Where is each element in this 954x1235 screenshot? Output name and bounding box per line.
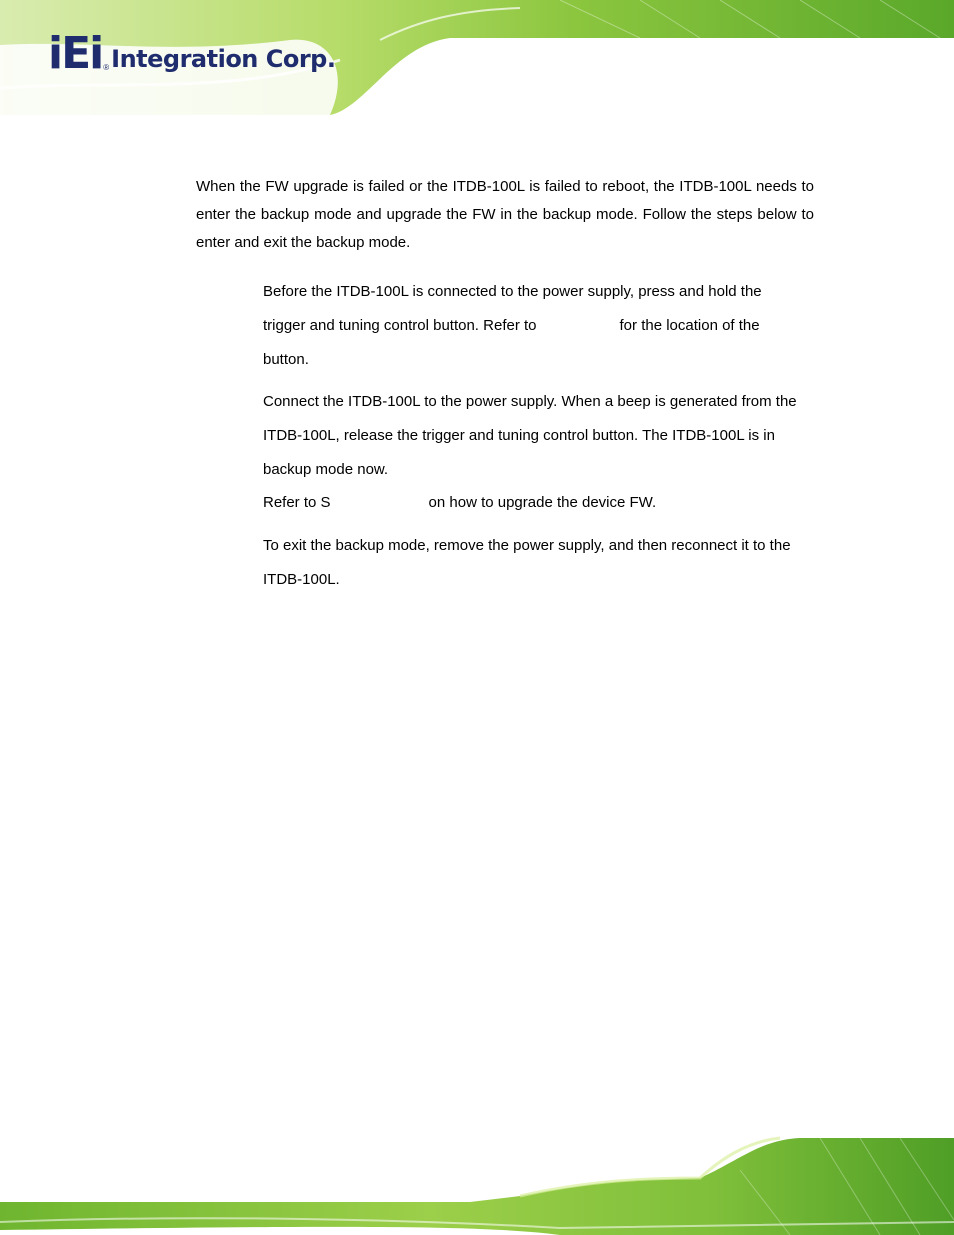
step-2 [263, 388, 823, 490]
step-1-line-2 [263, 312, 823, 346]
intro-paragraph: When the FW upgrade is failed or the ITDB-100L is failed to reboot, the ITDB-100L needs to enter the backup mode and upgrade the FW in the backup mode. Follow the steps below to enter and exit the backup mode. [196, 178, 814, 251]
step-1-line-2-start: trigger and tuning control button. Refer to [263, 317, 537, 334]
company-logo [48, 26, 336, 79]
logo-registered-mark: ® [103, 63, 110, 72]
step-3-line-2: ITDB-100L. [263, 571, 340, 588]
step-2-line-3: backup mode now. [263, 461, 389, 478]
step-2-line-1: Connect the ITDB-100L to the power supply. When a beep is generated from the [263, 393, 797, 410]
step-2-reference [263, 489, 823, 523]
logo-mark: iEi [48, 28, 103, 79]
footer-banner [0, 1130, 954, 1235]
step-1-line-2-end: for the location of the [619, 317, 760, 334]
step-3 [263, 532, 823, 600]
step-1-line-3: button. [263, 351, 309, 368]
step-3-line-1: To exit the backup mode, remove the power supply, and then reconnect it to the [263, 537, 791, 554]
step-1-line-1: Before the ITDB-100L is connected to the power supply, press and hold the [263, 283, 762, 300]
step-2-line-2: ITDB-100L, release the trigger and tuning control button. The ITDB-100L is in [263, 427, 775, 444]
step-2-line-4-end: on how to upgrade the device FW. [428, 494, 657, 511]
step-1 [263, 278, 823, 380]
step-2-line-4-start: Refer to S [263, 494, 331, 511]
logo-wordmark: Integration Corp. [111, 45, 336, 73]
step-2-line-4 [263, 489, 823, 523]
